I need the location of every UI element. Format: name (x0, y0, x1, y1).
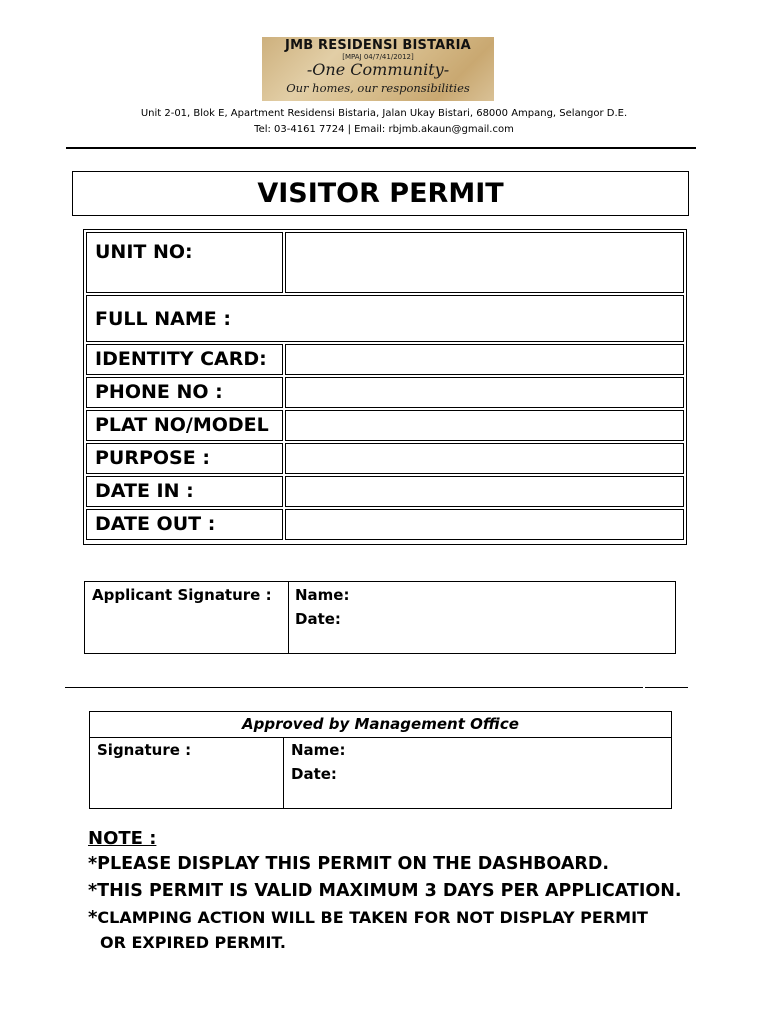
approval-box-divider (283, 737, 284, 808)
approval-signature-field[interactable] (90, 762, 282, 808)
approval-name-label: Name: (291, 741, 346, 759)
phone-no-label (86, 377, 283, 408)
date-in-label-text: DATE IN : (95, 480, 194, 502)
approval-heading: Approved by Management Office (242, 715, 519, 733)
applicant-signature-field[interactable] (85, 606, 287, 653)
cut-line-end (645, 687, 688, 688)
date-in-field[interactable] (285, 476, 684, 507)
header-divider (66, 147, 696, 149)
full-name-label: FULL NAME : (95, 308, 231, 330)
office-contact: Tel: 03-4161 7724 | Email: rbjmb.akaun@gmail.com (254, 124, 514, 135)
date-out-label (86, 509, 283, 540)
organization-logo (262, 37, 494, 101)
note-line-validity: *THIS PERMIT IS VALID MAXIMUM 3 DAYS PER APPLICATION. (88, 881, 682, 901)
purpose-field[interactable] (285, 443, 684, 474)
note-line-clamping-text: CLAMPING ACTION WILL BE TAKEN FOR NOT DISPLAY PERMIT (97, 908, 648, 927)
identity-card-label-text: IDENTITY CARD: (95, 348, 267, 370)
applicant-date-label: Date: (295, 610, 341, 628)
full-name-field[interactable] (86, 295, 684, 342)
logo-title: JMB RESIDENSI BISTARIA (285, 38, 471, 53)
note-line-expired: OR EXPIRED PERMIT. (100, 933, 286, 952)
purpose-label (86, 443, 283, 474)
purpose-label-text: PURPOSE : (95, 447, 210, 469)
logo-registration-code: [MPAJ 04/7/41/2012] (342, 53, 414, 61)
identity-card-label (86, 344, 283, 375)
date-out-label-text: DATE OUT : (95, 513, 216, 535)
date-out-field[interactable] (285, 509, 684, 540)
unit-no-label-text: UNIT NO: (95, 241, 193, 263)
office-address: Unit 2-01, Blok E, Apartment Residensi Bistaria, Jalan Ukay Bistari, 68000 Ampang, Selangor D.E. (140, 108, 628, 119)
applicant-name-label: Name: (295, 586, 350, 604)
approval-signature-label: Signature : (97, 741, 192, 759)
logo-tagline: Our homes, our responsibilities (286, 81, 470, 95)
approval-date-label: Date: (291, 765, 337, 783)
phone-no-field[interactable] (285, 377, 684, 408)
document-title: VISITOR PERMIT (72, 171, 689, 216)
applicant-box-divider (288, 582, 289, 653)
note-line-clamping-star: * (88, 907, 98, 928)
plat-no-model-label (86, 410, 283, 441)
phone-no-label-text: PHONE NO : (95, 381, 223, 403)
date-in-label (86, 476, 283, 507)
identity-card-field[interactable] (285, 344, 684, 375)
note-heading: NOTE : (88, 828, 157, 849)
plat-no-model-field[interactable] (285, 410, 684, 441)
applicant-signature-label: Applicant Signature : (92, 586, 272, 604)
cut-line (65, 687, 643, 688)
plat-no-model-label-text: PLAT NO/MODEL (95, 414, 269, 436)
note-line-clamping (88, 907, 648, 928)
applicant-signature-box (84, 581, 676, 654)
note-line-dashboard: *PLEASE DISPLAY THIS PERMIT ON THE DASHBOARD. (88, 854, 610, 874)
logo-community-text: -One Community- (306, 60, 450, 79)
unit-no-label (86, 232, 283, 293)
unit-no-field[interactable] (285, 232, 684, 293)
approval-box (89, 711, 672, 809)
visitor-form-table (83, 229, 687, 545)
approval-heading-divider (90, 737, 671, 738)
